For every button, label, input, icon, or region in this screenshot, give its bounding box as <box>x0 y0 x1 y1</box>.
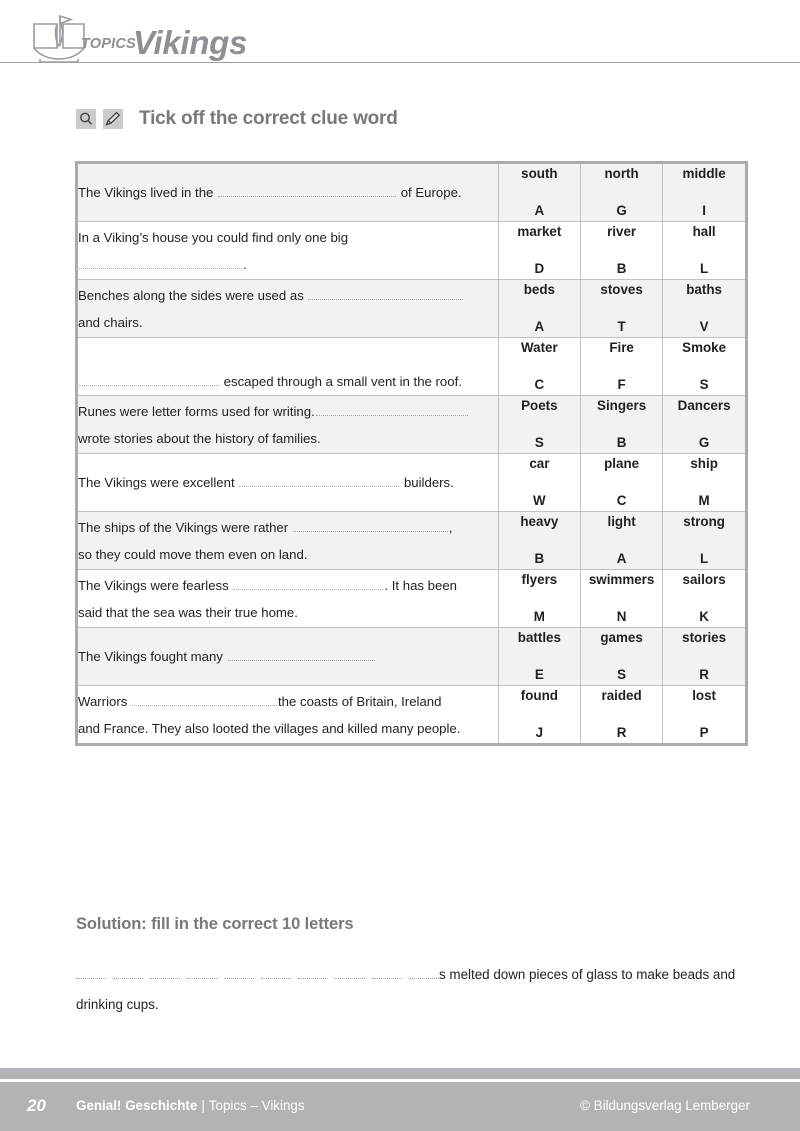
question-line <box>78 425 498 452</box>
answer-option-cell[interactable] <box>498 164 580 222</box>
answer-letter: P <box>699 725 709 740</box>
answer-letter: F <box>617 377 626 392</box>
question-text: and chairs. <box>78 314 143 330</box>
question-line <box>78 715 498 742</box>
answer-word: car <box>529 456 550 471</box>
topics-label: TOPICS <box>81 36 136 52</box>
answer-letter: R <box>699 667 709 682</box>
solution-letter-blank[interactable] <box>372 965 402 979</box>
question-text: The Vikings fought many <box>78 649 227 664</box>
footer-book-title: Genial! Geschichte <box>76 1098 198 1113</box>
clue-table-body <box>78 164 745 743</box>
answer-word: ship <box>690 456 718 471</box>
answer-option-cell[interactable] <box>498 512 580 570</box>
answer-option-cell[interactable] <box>498 280 580 338</box>
solution-blank-row[interactable] <box>76 967 439 982</box>
answer-word: market <box>517 224 562 239</box>
answer-option-cell[interactable] <box>663 628 745 686</box>
footer-copyright: © Bildungsverlag Lemberger <box>580 1098 750 1113</box>
question-text: said that the sea was their true home. <box>78 604 298 620</box>
answer-option-cell[interactable] <box>663 280 745 338</box>
answer-option-cell[interactable] <box>663 512 745 570</box>
answer-word: games <box>600 630 643 645</box>
answer-letter: M <box>533 609 545 624</box>
answer-blank[interactable] <box>316 402 468 416</box>
question-cell <box>78 512 498 570</box>
question-cell <box>78 280 498 338</box>
answer-option-cell[interactable] <box>498 570 580 628</box>
question-text: and France. They also looted the villages and killed many people. <box>78 720 461 736</box>
question-text: wrote stories about the history of families. <box>78 430 321 446</box>
solution-letter-blank[interactable] <box>298 965 328 979</box>
question-text: The Vikings were excellent <box>78 475 239 490</box>
solution-letter-blank[interactable] <box>409 965 439 979</box>
solution-heading: Solution: fill in the correct 10 letters <box>76 915 354 933</box>
question-text: the coasts of Britain, Ireland <box>278 693 442 709</box>
answer-word: flyers <box>521 572 558 587</box>
answer-word: Poets <box>521 398 558 413</box>
solution-letter-blank[interactable] <box>261 965 291 979</box>
question-text: . It has been <box>384 577 458 593</box>
question-line <box>78 541 498 568</box>
pencil-icon <box>103 109 123 129</box>
question-line <box>78 469 498 496</box>
answer-option-cell[interactable] <box>498 628 580 686</box>
question-line <box>78 224 498 251</box>
answer-option-cell[interactable] <box>580 338 662 396</box>
table-row <box>78 396 745 454</box>
table-row <box>78 222 745 280</box>
answer-option-cell[interactable] <box>663 454 745 512</box>
question-text: In a Viking’s house you could find only one big <box>78 229 349 245</box>
answer-word: raided <box>601 688 642 703</box>
question-text: Benches along the sides were used as <box>78 287 308 303</box>
question-cell <box>78 454 498 512</box>
table-row <box>78 512 745 570</box>
answer-word: river <box>607 224 637 239</box>
answer-blank[interactable] <box>132 692 277 706</box>
answer-letter: A <box>534 203 545 218</box>
answer-option-cell[interactable] <box>498 396 580 454</box>
page-header <box>0 0 800 64</box>
question-line <box>78 643 498 670</box>
answer-word: heavy <box>520 514 559 529</box>
question-line <box>78 309 498 336</box>
solution-letter-blank[interactable] <box>335 965 365 979</box>
solution-letter-blank[interactable] <box>187 965 217 979</box>
answer-word: Singers <box>597 398 647 413</box>
answer-letter: N <box>616 609 627 624</box>
answer-letter: A <box>616 551 627 566</box>
question-line <box>78 368 498 395</box>
answer-option-cell[interactable] <box>498 222 580 280</box>
answer-option-cell[interactable] <box>498 686 580 744</box>
question-text: , <box>448 519 453 535</box>
task-heading <box>76 108 398 130</box>
answer-word: Dancers <box>677 398 731 413</box>
question-line <box>78 179 498 206</box>
answer-blank[interactable] <box>233 576 383 590</box>
answer-option-cell[interactable] <box>580 512 662 570</box>
question-text: builders. <box>400 475 454 490</box>
answer-blank[interactable] <box>228 647 375 661</box>
question-line <box>78 514 498 541</box>
answer-letter: V <box>699 319 709 334</box>
answer-letter: R <box>616 725 627 740</box>
answer-letter: S <box>699 377 709 392</box>
solution-letter-blank[interactable] <box>113 965 143 979</box>
table-row <box>78 686 745 744</box>
table-row <box>78 280 745 338</box>
question-cell <box>78 686 498 744</box>
solution-text-line2: drinking cups. <box>76 997 159 1012</box>
page-number: 20 <box>27 1096 46 1115</box>
footer-accent-bar <box>0 1068 800 1079</box>
question-text: of Europe. <box>397 185 462 200</box>
answer-word: plane <box>604 456 640 471</box>
answer-word: beds <box>523 282 555 297</box>
answer-letter: C <box>616 493 627 508</box>
answer-letter: G <box>698 435 710 450</box>
footer-separator: | <box>201 1098 205 1113</box>
table-row <box>78 454 745 512</box>
answer-blank[interactable] <box>293 518 448 532</box>
header-divider <box>0 62 800 63</box>
answer-word: swimmers <box>588 572 655 587</box>
answer-letter: E <box>534 667 544 682</box>
question-cell <box>78 338 498 396</box>
answer-letter: J <box>535 725 544 740</box>
answer-option-cell[interactable] <box>580 164 662 222</box>
answer-option-cell[interactable] <box>663 164 745 222</box>
answer-letter: A <box>534 319 545 334</box>
question-cell <box>78 570 498 628</box>
answer-word: stoves <box>600 282 643 297</box>
answer-word: south <box>521 166 558 181</box>
answer-letter: B <box>616 435 627 450</box>
answer-letter: L <box>700 261 709 276</box>
answer-option-cell[interactable] <box>663 686 745 744</box>
answer-word: north <box>604 166 639 181</box>
solution-body <box>76 960 736 1020</box>
task-heading-label: Tick off the correct clue word <box>139 108 398 129</box>
answer-option-cell[interactable] <box>498 454 580 512</box>
answer-word: Water <box>521 340 558 355</box>
question-line <box>78 688 498 715</box>
answer-option-cell[interactable] <box>663 222 745 280</box>
solution-letter-blank[interactable] <box>150 965 180 979</box>
table-row <box>78 628 745 686</box>
answer-word: middle <box>682 166 726 181</box>
question-cell <box>78 628 498 686</box>
answer-option-cell[interactable] <box>580 396 662 454</box>
answer-letter: W <box>533 493 546 508</box>
answer-word: battles <box>517 630 561 645</box>
footer-section: Topics – Vikings <box>208 1098 305 1113</box>
question-text: so they could move them even on land. <box>78 546 308 562</box>
answer-letter: T <box>617 319 626 334</box>
question-text: Runes were letter forms used for writing. <box>78 403 315 419</box>
answer-option-cell[interactable] <box>663 396 745 454</box>
clue-table <box>78 164 745 743</box>
answer-word: lost <box>692 688 717 703</box>
page-title: Vikings <box>133 24 248 61</box>
answer-option-cell[interactable] <box>580 454 662 512</box>
question-text: The Vikings lived in the <box>78 185 218 200</box>
answer-blank[interactable] <box>239 473 399 487</box>
answer-word: Smoke <box>682 340 727 355</box>
answer-option-cell[interactable] <box>580 628 662 686</box>
magnifier-icon <box>76 109 96 129</box>
table-row <box>78 338 745 396</box>
solution-text-after: s melted down pieces of glass to make beads and <box>439 967 736 982</box>
answer-blank[interactable] <box>79 255 242 269</box>
answer-word: strong <box>683 514 725 529</box>
answer-letter: S <box>617 667 627 682</box>
page-footer <box>0 1082 800 1131</box>
answer-word: light <box>607 514 636 529</box>
question-text: . <box>243 256 247 272</box>
answer-option-cell[interactable] <box>580 222 662 280</box>
answer-word: baths <box>686 282 722 297</box>
answer-option-cell[interactable] <box>663 570 745 628</box>
table-row <box>78 570 745 628</box>
answer-letter: M <box>698 493 710 508</box>
solution-letter-blank[interactable] <box>76 965 106 979</box>
answer-word: sailors <box>682 572 726 587</box>
question-line <box>78 572 498 599</box>
question-line <box>78 251 498 278</box>
question-text: The ships of the Vikings were rather <box>78 519 292 535</box>
answer-word: found <box>520 688 558 703</box>
question-line <box>78 398 498 425</box>
answer-letter: B <box>616 261 627 276</box>
answer-letter: I <box>702 203 706 218</box>
answer-option-cell[interactable] <box>580 686 662 744</box>
answer-word: stories <box>682 630 727 645</box>
answer-blank[interactable] <box>79 372 219 386</box>
answer-option-cell[interactable] <box>580 280 662 338</box>
answer-letter: C <box>534 377 545 392</box>
question-cell <box>78 396 498 454</box>
question-text: escaped through a small vent in the roof. <box>220 374 462 389</box>
answer-letter: K <box>699 609 709 624</box>
answer-letter: B <box>534 551 545 566</box>
table-row <box>78 164 745 222</box>
answer-word: hall <box>692 224 716 239</box>
answer-option-cell[interactable] <box>663 338 745 396</box>
solution-letter-blank[interactable] <box>224 965 254 979</box>
answer-letter: S <box>534 435 544 450</box>
answer-letter: D <box>534 261 545 276</box>
clue-table-container <box>75 161 748 746</box>
question-cell <box>78 164 498 222</box>
question-text: The Vikings were fearless <box>78 577 233 593</box>
question-line <box>78 599 498 626</box>
question-cell <box>78 222 498 280</box>
answer-word: Fire <box>609 340 634 355</box>
answer-option-cell[interactable] <box>580 570 662 628</box>
footer-title <box>76 1098 305 1113</box>
answer-letter: L <box>700 551 709 566</box>
question-text: Warriors <box>78 693 131 709</box>
answer-blank[interactable] <box>308 286 463 300</box>
answer-option-cell[interactable] <box>498 338 580 396</box>
answer-letter: G <box>616 203 627 218</box>
answer-blank[interactable] <box>218 183 396 197</box>
question-line <box>78 282 498 309</box>
